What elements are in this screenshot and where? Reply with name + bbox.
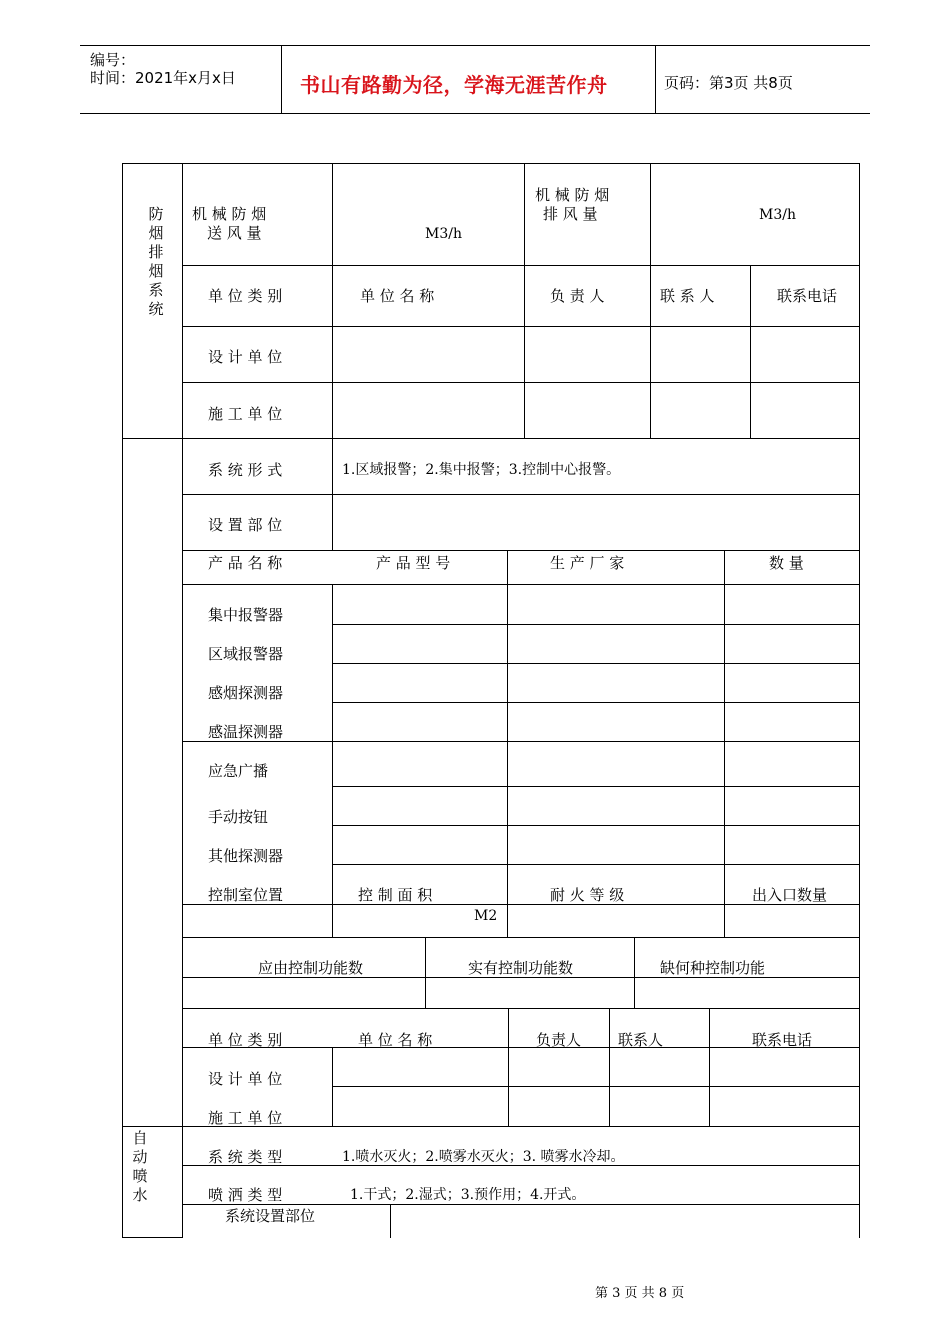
- product-name: 区域报警器: [208, 645, 284, 663]
- row-line: [332, 624, 859, 625]
- header-divider-left: [281, 45, 282, 113]
- system-type-label: 系 统 类 型: [208, 1148, 283, 1166]
- row-line: [182, 382, 859, 383]
- header-motto: 书山有路勤为径，学海无涯苦作舟: [300, 73, 608, 97]
- header-number-label: 编号：: [90, 51, 136, 69]
- product-name: 手动按钮: [208, 808, 269, 826]
- system-form-value: 1.区域报警；2.集中报警；3.控制中心报警。: [342, 462, 621, 478]
- table-right-border: [859, 163, 860, 1238]
- control-column-header: 出入口数量: [752, 886, 828, 904]
- col-line: [524, 163, 525, 438]
- row-label: 设 计 单 位: [208, 1070, 283, 1088]
- table-left-border: [122, 163, 123, 1238]
- section-column-divider: [182, 163, 183, 1238]
- row-line: [182, 1008, 859, 1009]
- function-column-header: 实有控制功能数: [468, 959, 574, 977]
- control-column-header: 控制室位置: [208, 886, 284, 904]
- column-header: 单 位 类 别: [208, 287, 283, 305]
- col-line: [609, 1008, 610, 1126]
- row-label: 设 计 单 位: [208, 348, 283, 366]
- col-line: [332, 1047, 333, 1126]
- col-line: [634, 937, 635, 1009]
- location-label: 设 置 部 位: [208, 516, 283, 534]
- row-line: [182, 977, 859, 978]
- col-line: [425, 937, 426, 1009]
- col-line: [650, 163, 651, 438]
- function-column-header: 应由控制功能数: [258, 959, 364, 977]
- exhaust-air-label-line2: 排 风 量: [543, 205, 598, 223]
- product-name: 感温探测器: [208, 723, 284, 741]
- control-area-unit: M2: [474, 908, 498, 924]
- col-line: [332, 438, 333, 550]
- sprinkler-section-label: 自动喷水: [132, 1129, 148, 1204]
- smoke-section-end: [122, 438, 859, 439]
- product-column-header: 产 品 型 号: [376, 554, 451, 572]
- header-divider-right: [655, 45, 656, 113]
- col-line: [507, 550, 508, 937]
- col-line: [750, 265, 751, 438]
- product-name: 感烟探测器: [208, 684, 284, 702]
- spray-type-value: 1.干式；2.湿式；3.预作用；4.开式。: [350, 1187, 586, 1203]
- smoke-section-label: 防烟排烟系统: [148, 205, 164, 318]
- row-label: 施 工 单 位: [208, 1109, 283, 1127]
- header-time-label: 时间：2021年x月x日: [90, 69, 236, 87]
- row-line: [182, 494, 859, 495]
- unit-column-header: 负责人: [536, 1031, 582, 1049]
- column-header: 联 系 人: [660, 287, 715, 305]
- row-label: 施 工 单 位: [208, 405, 283, 423]
- col-line: [332, 584, 333, 937]
- product-name: 其他探测器: [208, 847, 284, 865]
- row-line: [182, 904, 859, 905]
- row-line: [182, 741, 859, 742]
- function-column-header: 缺何种控制功能: [660, 959, 766, 977]
- product-name: 应急广播: [208, 762, 269, 780]
- control-column-header: 控 制 面 积: [358, 886, 433, 904]
- supply-air-label-line2: 送 风 量: [207, 224, 262, 242]
- col-line: [332, 163, 333, 438]
- column-header: 单 位 名 称: [360, 287, 435, 305]
- row-line: [332, 663, 859, 664]
- exhaust-air-label-line1: 机 械 防 烟: [535, 186, 610, 204]
- system-form-label: 系 统 形 式: [208, 461, 283, 479]
- col-line: [508, 1008, 509, 1126]
- row-line: [332, 825, 859, 826]
- row-line: [182, 1204, 859, 1205]
- unit-column-header: 联系人: [618, 1031, 664, 1049]
- supply-air-unit: M3/h: [425, 226, 462, 242]
- row-line: [182, 584, 859, 585]
- column-header: 联系电话: [777, 287, 838, 305]
- product-column-header: 产 品 名 称: [208, 554, 283, 572]
- row-line: [332, 786, 859, 787]
- col-line: [724, 550, 725, 937]
- supply-air-label-line1: 机 械 防 烟: [192, 205, 267, 223]
- table-bottom-left-border: [122, 1237, 182, 1238]
- header-bottom-rule: [80, 113, 870, 114]
- col-line: [390, 1204, 391, 1238]
- footer-page-number: 第 3 页 共 8 页: [595, 1286, 685, 1301]
- row-line: [182, 326, 859, 327]
- control-column-header: 耐 火 等 级: [550, 886, 625, 904]
- row-line: [332, 1086, 859, 1087]
- spray-type-label: 喷 洒 类 型: [208, 1186, 283, 1204]
- row-line: [332, 702, 859, 703]
- unit-column-header: 单 位 名 称: [358, 1031, 433, 1049]
- table-top-border: [122, 163, 859, 164]
- column-header: 负 责 人: [550, 287, 605, 305]
- unit-column-header: 单 位 类 别: [208, 1031, 283, 1049]
- system-type-value: 1.喷水灭火；2.喷雾水灭火；3. 喷雾水冷却。: [342, 1149, 625, 1165]
- exhaust-air-unit: M3/h: [759, 207, 796, 223]
- system-location-label: 系统设置部位: [225, 1207, 316, 1225]
- col-line: [709, 1008, 710, 1126]
- row-line: [182, 937, 859, 938]
- product-name: 集中报警器: [208, 606, 284, 624]
- header-page-label: 页码：第3页 共8页: [664, 74, 793, 92]
- row-line: [182, 265, 859, 266]
- product-column-header: 生 产 厂 家: [550, 554, 625, 572]
- unit-column-header: 联系电话: [752, 1031, 813, 1049]
- row-line: [182, 550, 859, 551]
- row-line: [332, 864, 859, 865]
- product-column-header: 数 量: [769, 554, 804, 572]
- header-top-rule: [80, 45, 870, 46]
